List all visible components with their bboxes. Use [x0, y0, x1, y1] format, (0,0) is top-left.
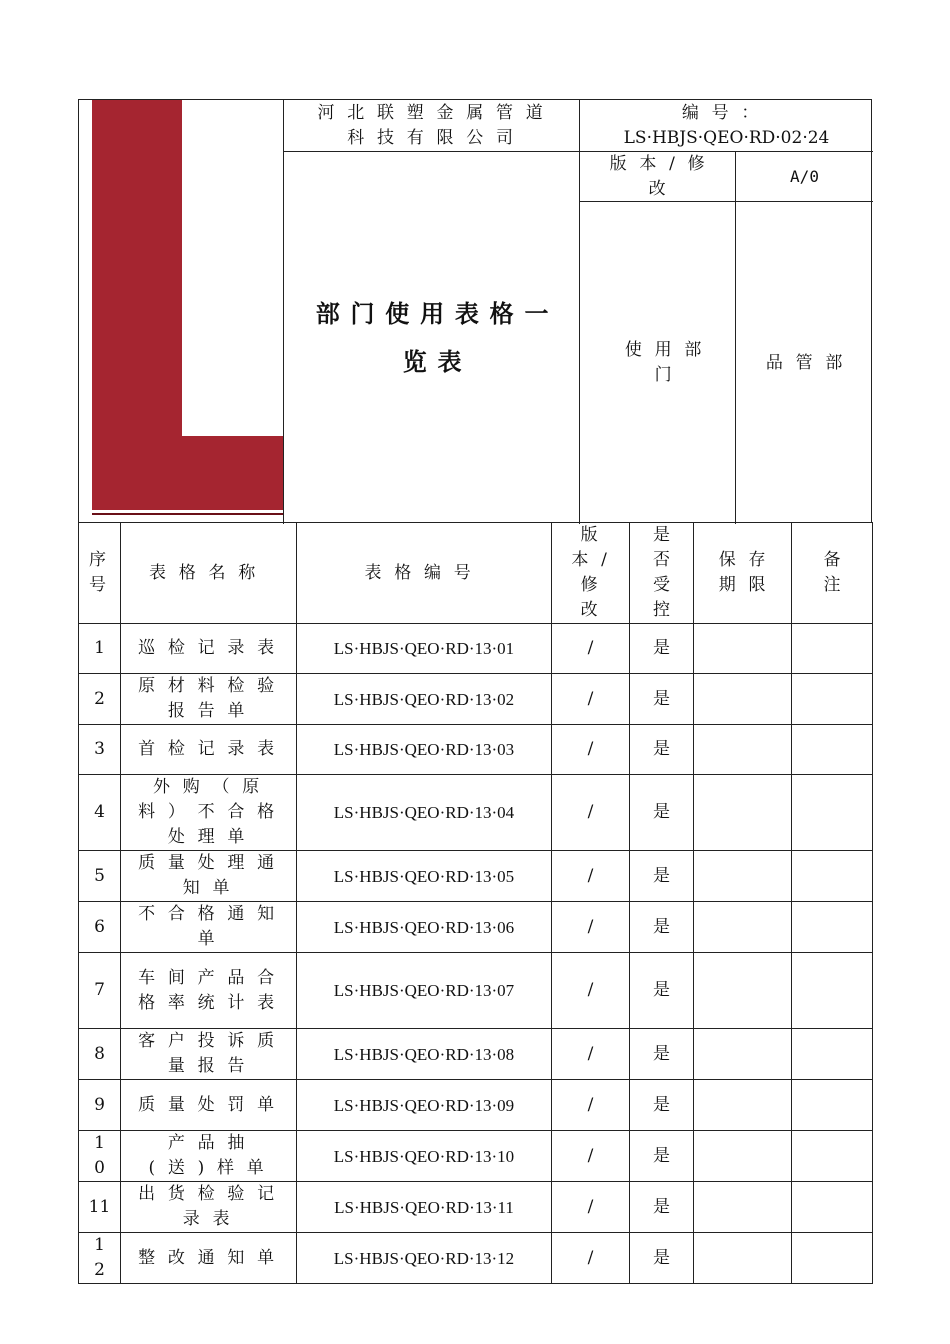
row-version: /: [552, 902, 630, 953]
table-row: [79, 624, 873, 674]
col-header-retention: 保存期限: [694, 523, 792, 624]
row-retention: [694, 1182, 792, 1233]
row-seq: 11: [79, 1182, 121, 1233]
row-remark: [792, 624, 873, 674]
version-label: 版本/修改: [609, 153, 718, 199]
company-logo-mark-foot: [92, 436, 283, 510]
dept-value: 品管部: [765, 352, 856, 373]
row-form-code: LS·HBJS·QEO·RD·13·11: [297, 1182, 552, 1233]
row-retention: [694, 624, 792, 674]
row-remark: [792, 1029, 873, 1080]
row-remark: [792, 775, 873, 851]
doc-number-label: 编号：: [681, 102, 772, 123]
table-header-row: [79, 523, 873, 624]
row-remark: [792, 674, 873, 725]
row-form-name: 整改通知单: [121, 1233, 297, 1284]
row-retention: [694, 1131, 792, 1182]
row-retention: [694, 902, 792, 953]
row-seq: 2: [79, 674, 121, 725]
row-seq: 12: [79, 1233, 121, 1284]
row-version: /: [552, 1182, 630, 1233]
col-header-remark: 备注: [792, 523, 873, 624]
logo-underline: [92, 513, 283, 515]
row-version: /: [552, 1080, 630, 1131]
row-controlled: 是: [630, 1080, 694, 1131]
row-seq: 10: [79, 1131, 121, 1182]
document-header: [78, 99, 872, 523]
row-version: /: [552, 851, 630, 902]
row-seq: 6: [79, 902, 121, 953]
row-seq: 7: [79, 953, 121, 1029]
row-form-name: 车间产品合格率统计表: [121, 953, 297, 1029]
row-form-name: 客户投诉质量报告: [121, 1029, 297, 1080]
row-form-code: LS·HBJS·QEO·RD·13·10: [297, 1131, 552, 1182]
row-form-name: 首检记录表: [121, 725, 297, 775]
row-retention: [694, 953, 792, 1029]
table-row: [79, 1131, 873, 1182]
row-form-code: LS·HBJS·QEO·RD·13·01: [297, 624, 552, 674]
col-header-seq: 序号: [79, 523, 121, 624]
row-form-name: 产品抽(送)样单: [121, 1131, 297, 1182]
row-form-name: 出货检验记录表: [121, 1182, 297, 1233]
doc-number: LS·HBJS·QEO·RD·02·24: [623, 127, 830, 148]
row-remark: [792, 1080, 873, 1131]
row-remark: [792, 725, 873, 775]
table-row: [79, 1233, 873, 1284]
row-remark: [792, 1233, 873, 1284]
row-controlled: 是: [630, 624, 694, 674]
table-row: [79, 1080, 873, 1131]
row-form-code: LS·HBJS·QEO·RD·13·06: [297, 902, 552, 953]
row-version: /: [552, 624, 630, 674]
row-form-code: LS·HBJS·QEO·RD·13·03: [297, 725, 552, 775]
row-retention: [694, 674, 792, 725]
row-controlled: 是: [630, 953, 694, 1029]
table-row: [79, 851, 873, 902]
row-controlled: 是: [630, 1233, 694, 1284]
row-remark: [792, 1182, 873, 1233]
row-retention: [694, 1233, 792, 1284]
row-retention: [694, 725, 792, 775]
row-version: /: [552, 953, 630, 1029]
row-version: /: [552, 674, 630, 725]
row-remark: [792, 902, 873, 953]
row-form-code: LS·HBJS·QEO·RD·13·04: [297, 775, 552, 851]
row-seq: 1: [79, 624, 121, 674]
row-remark: [792, 1131, 873, 1182]
doc-number-box: [580, 100, 873, 151]
row-controlled: 是: [630, 725, 694, 775]
form-sheet: [78, 99, 872, 1284]
row-retention: [694, 851, 792, 902]
row-version: /: [552, 1131, 630, 1182]
company-name: 河北联塑金属管道科技有限公司: [317, 102, 556, 148]
row-seq: 4: [79, 775, 121, 851]
table-row: [79, 953, 873, 1029]
row-form-code: LS·HBJS·QEO·RD·13·09: [297, 1080, 552, 1131]
row-form-name: 原材料检验报告单: [121, 674, 297, 725]
row-form-name: 巡检记录表: [121, 624, 297, 674]
row-form-code: LS·HBJS·QEO·RD·13·12: [297, 1233, 552, 1284]
dept-label: 使用部门: [624, 340, 715, 385]
document-title: 部门使用表格一览表: [315, 299, 560, 376]
row-version: /: [552, 1029, 630, 1080]
row-controlled: 是: [630, 674, 694, 725]
forms-table: [78, 522, 873, 1284]
row-controlled: 是: [630, 1131, 694, 1182]
col-header-controlled: 是否受控: [630, 523, 694, 624]
table-row: [79, 725, 873, 775]
row-remark: [792, 851, 873, 902]
row-form-name: 不合格通知单: [121, 902, 297, 953]
row-controlled: 是: [630, 1029, 694, 1080]
row-version: /: [552, 1233, 630, 1284]
row-seq: 9: [79, 1080, 121, 1131]
table-row: [79, 1182, 873, 1233]
row-retention: [694, 1029, 792, 1080]
row-form-code: LS·HBJS·QEO·RD·13·02: [297, 674, 552, 725]
row-form-name: 质量处理通知单: [121, 851, 297, 902]
row-form-name: 质量处罚单: [121, 1080, 297, 1131]
row-form-code: LS·HBJS·QEO·RD·13·08: [297, 1029, 552, 1080]
col-header-name: 表格名称: [121, 523, 297, 624]
row-form-name: 外购（原料）不合格处理单: [121, 775, 297, 851]
row-version: /: [552, 725, 630, 775]
row-retention: [694, 775, 792, 851]
table-row: [79, 902, 873, 953]
row-seq: 3: [79, 725, 121, 775]
row-controlled: 是: [630, 1182, 694, 1233]
row-version: /: [552, 775, 630, 851]
row-controlled: 是: [630, 902, 694, 953]
row-form-code: LS·HBJS·QEO·RD·13·07: [297, 953, 552, 1029]
table-row: [79, 1029, 873, 1080]
row-seq: 8: [79, 1029, 121, 1080]
col-header-code: 表格编号: [297, 523, 552, 624]
row-controlled: 是: [630, 775, 694, 851]
table-row: [79, 775, 873, 851]
row-form-code: LS·HBJS·QEO·RD·13·05: [297, 851, 552, 902]
row-retention: [694, 1080, 792, 1131]
version-value: A/0: [790, 167, 819, 186]
col-header-version: 版本/修改: [552, 523, 630, 624]
row-controlled: 是: [630, 851, 694, 902]
row-seq: 5: [79, 851, 121, 902]
row-remark: [792, 953, 873, 1029]
table-row: [79, 674, 873, 725]
